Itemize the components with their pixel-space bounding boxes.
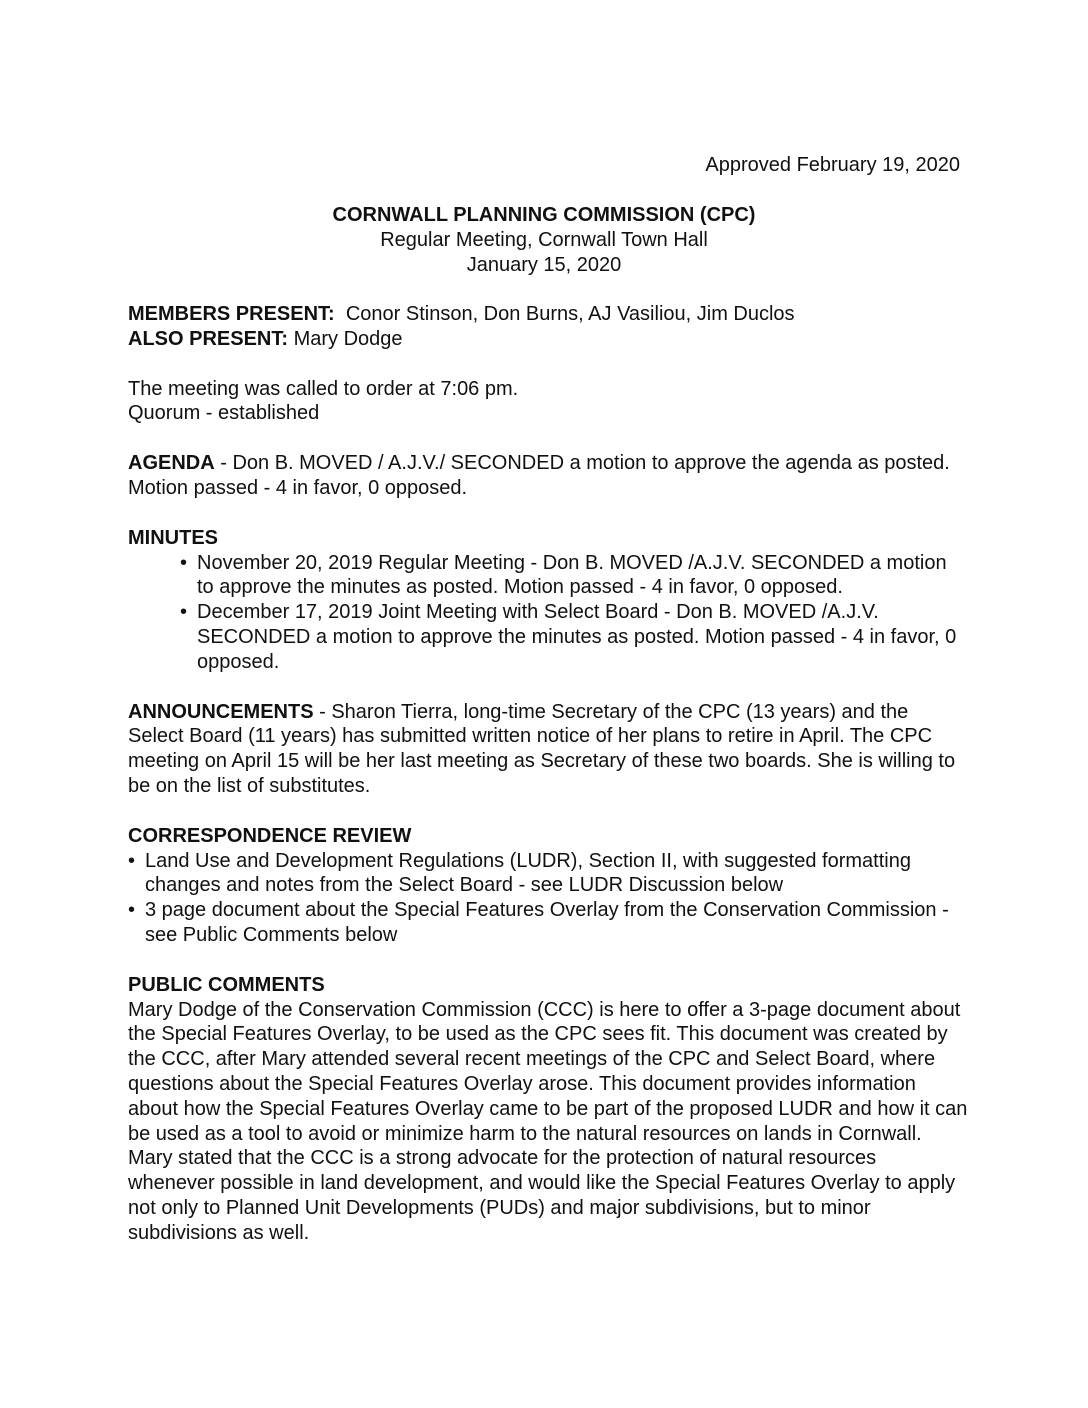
announcements-text: - Sharon Tierra, long-time Secretary of the CPC (13 years) and the Select Board (11 years) has submitted written notice of her plans to retire in April. The CPC meeting on April 15 will be her last meeting as Secretary of these two boards. She is willing to be on the list of substitutes. [128, 700, 956, 797]
also-present-names: Mary Dodge [293, 327, 403, 350]
announcements-label: ANNOUNCEMENTS [128, 700, 314, 723]
public-comments-text: Mary Dodge of the Conservation Commission (CCC) is here to offer a 3-page document about the Special Features Overlay, to be used as the CPC sees fit. This document was created by the CCC, after Mary attended several recent meetings of the CPC and Select Board, where questions about the Special Features Overlay arose. This document provides information about how the Special Features Overlay came to be part of the proposed LUDR and how it can be used as a tool to avoid or minimize harm to the natural resources on lands in Cornwall. Mary stated that the CCC is a strong advocate for the protection of natural resources whenever possible in land development, and would like the Special Features Overlay to apply not only to Planned Unit Developments (PUDs) and major subdivisions, but to minor subdivisions as well. [128, 998, 968, 1244]
opening-section [128, 377, 968, 427]
public-comments-section [128, 973, 968, 1246]
meeting-subtitle: Regular Meeting, Cornwall Town Hall [380, 228, 708, 251]
list-item: • November 20, 2019 Regular Meeting - Don B. MOVED /A.J.V. SECONDED a motion to approve the minutes as posted. Motion passed - 4 in favor, 0 opposed. [180, 551, 968, 601]
call-to-order: The meeting was called to order at 7:06 pm. [128, 377, 519, 400]
members-present-names: Conor Stinson, Don Burns, AJ Vasiliou, Jim Duclos [345, 303, 795, 325]
quorum-status: Quorum - established [128, 402, 320, 425]
meeting-date: January 15, 2020 [466, 253, 622, 276]
also-present-line [128, 327, 968, 352]
agenda-section [128, 451, 968, 501]
minutes-section [128, 526, 968, 675]
also-present-label: ALSO PRESENT: [128, 327, 289, 350]
minutes-label: MINUTES [128, 526, 218, 549]
correspondence-list [128, 849, 968, 948]
minutes-list [128, 551, 968, 675]
correspondence-section [128, 824, 968, 948]
public-comments-label: PUBLIC COMMENTS [128, 973, 325, 996]
document-heading [0, 203, 1088, 277]
members-present-line [128, 302, 968, 327]
attendance-section [128, 302, 968, 352]
list-item: • Land Use and Development Regulations (LUDR), Section II, with suggested formatting changes and notes from the Select Board - see LUDR Discussion below [128, 849, 968, 899]
members-present-label: MEMBERS PRESENT: [128, 303, 335, 325]
document-body [128, 302, 968, 1271]
announcements-section [128, 700, 968, 799]
agenda-label: AGENDA [128, 452, 215, 475]
document-title: CORNWALL PLANNING COMMISSION (CPC) [332, 204, 756, 226]
approval-note: Approved February 19, 2020 [705, 154, 960, 176]
list-item: • December 17, 2019 Joint Meeting with Select Board - Don B. MOVED /A.J.V. SECONDED a motion to approve the minutes as posted. Motion passed - 4 in favor, 0 opposed. [180, 600, 968, 674]
agenda-text: - Don B. MOVED / A.J.V./ SECONDED a motion to approve the agenda as posted. Motion passed - 4 in favor, 0 opposed. [128, 452, 950, 499]
list-item: • 3 page document about the Special Features Overlay from the Conservation Commission - see Public Comments below [128, 898, 968, 948]
correspondence-label: CORRESPONDENCE REVIEW [128, 824, 412, 847]
